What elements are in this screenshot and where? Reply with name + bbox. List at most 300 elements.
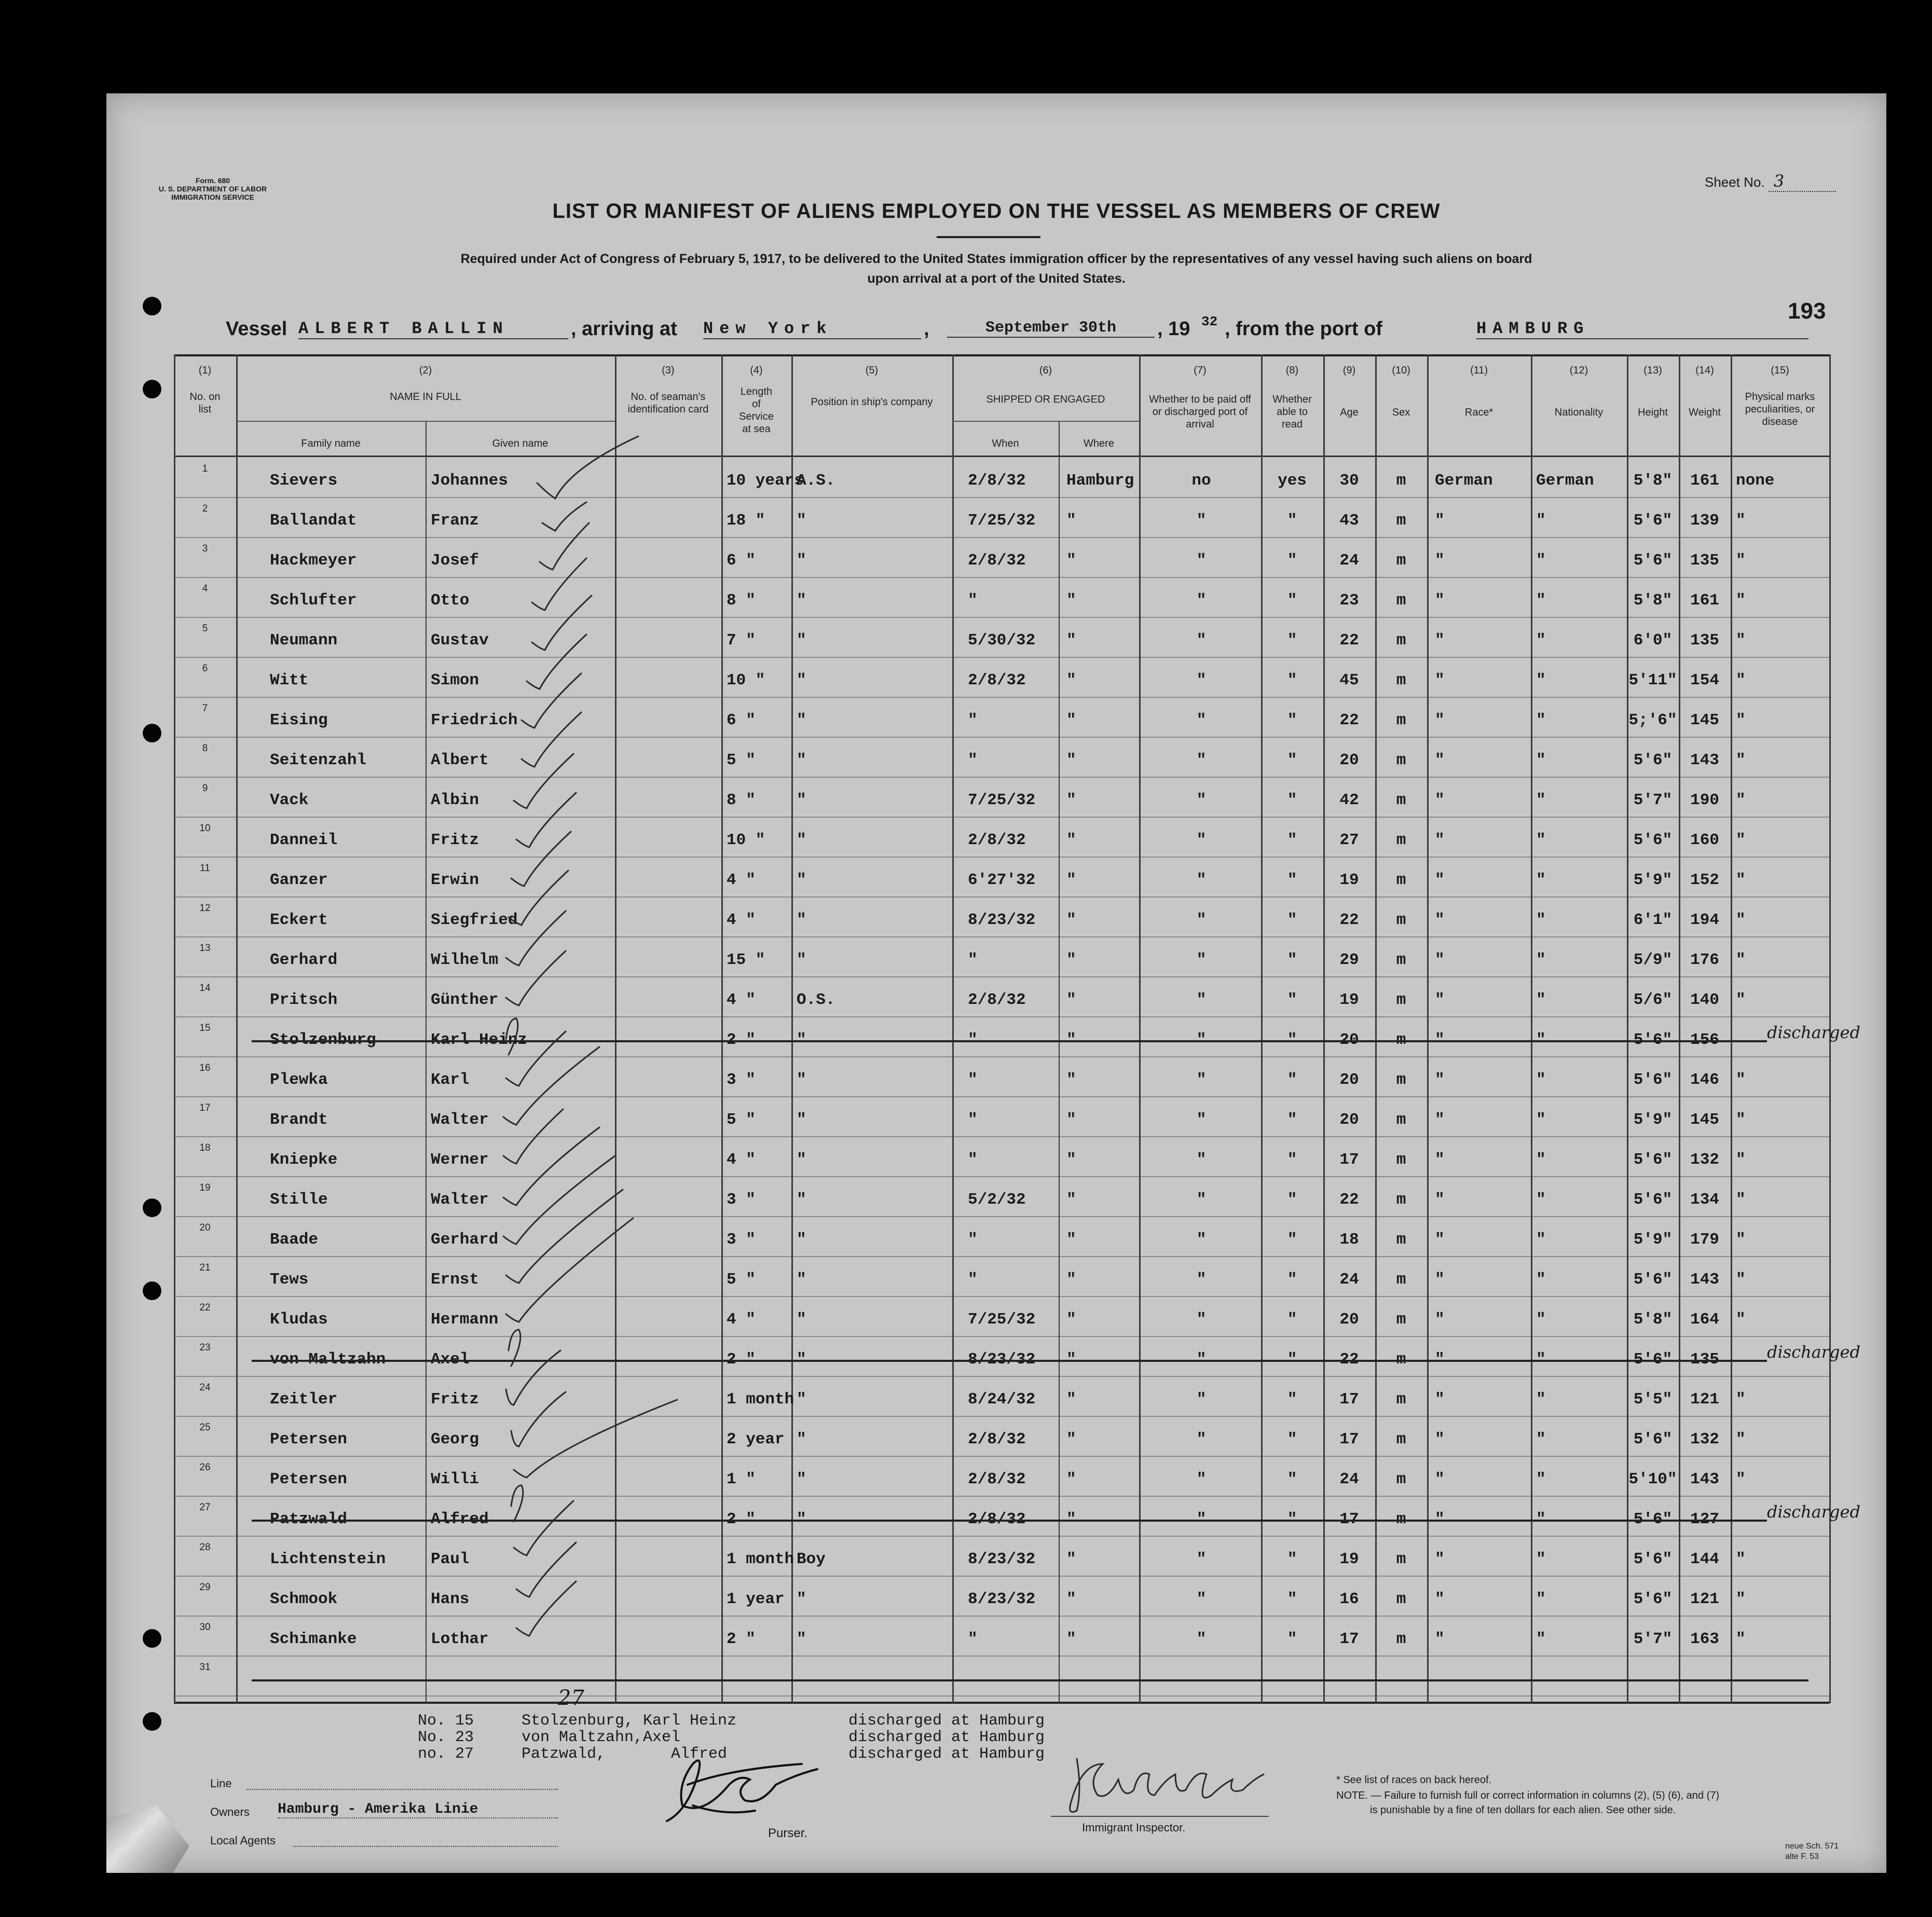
- cell-sex: m: [1396, 871, 1406, 889]
- cell-height: 5'6": [1633, 1550, 1673, 1568]
- punch-hole: [143, 380, 161, 398]
- col-num-11: (11): [1470, 365, 1488, 376]
- discharge-note-name: Patzwald, Alfred: [522, 1745, 728, 1763]
- cell-given: Friedrich: [431, 711, 518, 729]
- cell-paid: ": [1196, 1430, 1207, 1449]
- sheet-number-value: 3: [1769, 171, 1836, 192]
- cell-read: ": [1287, 711, 1297, 729]
- cell-sex: m: [1396, 512, 1406, 530]
- cell-given: Hermann: [431, 1311, 499, 1329]
- subtitle-line-1: Required under Act of Congress of February 5, 1917, to be delivered to the United States immigration officer by the representatives of any vessel having such aliens on board: [460, 252, 1532, 266]
- cell-where: ": [1066, 591, 1076, 610]
- cell-paid: no: [1191, 472, 1211, 490]
- vessel-label: Vessel: [226, 318, 287, 340]
- col-num-8: (8): [1285, 365, 1299, 376]
- header-seaman-id: No. of seaman's identification card: [627, 391, 709, 415]
- cell-sex: m: [1396, 831, 1406, 849]
- row-number: 24: [199, 1382, 211, 1393]
- discharge-note-status: discharged at Hamburg: [848, 1729, 1045, 1746]
- cell-height: 5'8": [1633, 591, 1673, 610]
- cell-nat: ": [1536, 671, 1546, 689]
- cell-age: 17: [1339, 1630, 1359, 1648]
- header-height: Height: [1638, 407, 1668, 418]
- cell-nat: ": [1536, 1311, 1546, 1329]
- cell-weight: 164: [1690, 1311, 1719, 1329]
- header-weight: Weight: [1689, 407, 1721, 418]
- cell-height: 5;'6": [1628, 711, 1677, 729]
- cell-race: ": [1435, 631, 1445, 650]
- cell-position: Boy: [797, 1550, 826, 1568]
- cell-paid: ": [1196, 1390, 1207, 1409]
- cell-age: 24: [1339, 551, 1359, 570]
- cell-family: Kniepke: [270, 1151, 338, 1169]
- row-number: 27: [199, 1502, 211, 1513]
- cell-family: Baade: [270, 1231, 319, 1249]
- cell-where: ": [1066, 671, 1076, 689]
- cell-family: Neumann: [270, 631, 338, 650]
- row-number: 26: [199, 1462, 211, 1473]
- cell-read: ": [1287, 831, 1297, 849]
- cell-age: 29: [1339, 951, 1359, 969]
- cell-family: Kludas: [270, 1311, 328, 1329]
- cell-weight: 179: [1690, 1231, 1719, 1249]
- cell-marks: ": [1736, 1390, 1746, 1409]
- col-num-12: (12): [1569, 365, 1588, 376]
- col-num-15: (15): [1771, 365, 1789, 376]
- cell-age: 17: [1339, 1430, 1359, 1449]
- cell-read: ": [1287, 911, 1297, 929]
- cell-sex: m: [1396, 751, 1406, 769]
- cell-weight: 160: [1690, 831, 1719, 849]
- col-num-3: (3): [662, 365, 675, 376]
- inspector-line: [1051, 1816, 1269, 1817]
- header-position: Position in ship's company: [811, 396, 933, 408]
- cell-race: ": [1435, 1470, 1445, 1488]
- cell-height: 5'8": [1633, 1311, 1673, 1329]
- cell-weight: 140: [1690, 991, 1719, 1009]
- col-num-9: (9): [1342, 365, 1356, 376]
- cell-paid: ": [1196, 1071, 1207, 1089]
- cell-paid: ": [1196, 512, 1207, 530]
- cell-nat: ": [1536, 951, 1546, 969]
- cell-position: ": [797, 1111, 806, 1129]
- cell-read: ": [1287, 1271, 1297, 1289]
- cell-race: ": [1435, 1071, 1445, 1089]
- cell-given: Erwin: [431, 871, 479, 889]
- cell-height: 5'6": [1633, 1430, 1673, 1449]
- race-note: * See list of races on back hereof.: [1336, 1774, 1492, 1786]
- cell-where: ": [1066, 512, 1076, 530]
- cell-where: ": [1066, 1071, 1076, 1089]
- cell-height: 5'11": [1628, 671, 1677, 689]
- cell-where: ": [1066, 791, 1076, 809]
- header-sex: Sex: [1392, 407, 1410, 418]
- cell-weight: 161: [1690, 472, 1719, 490]
- cell-where: ": [1066, 1470, 1076, 1488]
- row-number: 28: [199, 1542, 211, 1553]
- cell-height: 5'6": [1633, 1151, 1673, 1169]
- cell-position: ": [797, 791, 806, 809]
- cell-sex: m: [1396, 911, 1406, 929]
- form-service: IMMIGRATION SERVICE: [171, 193, 254, 201]
- cell-weight: 121: [1690, 1390, 1719, 1409]
- row-number: 18: [199, 1142, 211, 1153]
- cell-position: ": [797, 512, 806, 530]
- cell-when: 5/30/32: [968, 631, 1036, 650]
- cell-when: 7/25/32: [968, 791, 1036, 809]
- cell-position: A.S.: [797, 472, 835, 490]
- crew-table: [174, 354, 1860, 1703]
- cell-service: 5 ": [727, 1271, 756, 1289]
- cell-where: ": [1066, 1231, 1076, 1249]
- local-agents-label: Local Agents: [210, 1834, 276, 1847]
- cell-sex: m: [1396, 1071, 1406, 1089]
- cell-family: Plewka: [270, 1071, 328, 1089]
- row-number: 5: [202, 623, 208, 634]
- cell-marks: ": [1736, 911, 1746, 929]
- cell-nat: ": [1536, 1390, 1546, 1409]
- local-agents-field: [293, 1846, 558, 1847]
- cell-given: Willi: [431, 1470, 479, 1488]
- cell-when: 8/23/32: [968, 1590, 1036, 1608]
- cell-where: ": [1066, 991, 1076, 1009]
- cell-given: Walter: [431, 1191, 489, 1209]
- cell-weight: 143: [1690, 1470, 1719, 1488]
- cell-race: ": [1435, 671, 1445, 689]
- cell-sex: m: [1396, 1470, 1406, 1488]
- cell-service: 4 ": [727, 871, 756, 889]
- cell-service: 15 ": [727, 951, 765, 969]
- cell-given: Josef: [431, 551, 479, 570]
- col-num-10: (10): [1392, 365, 1410, 376]
- cell-service: 1 ": [727, 1470, 756, 1488]
- cell-sex: m: [1396, 472, 1406, 490]
- cell-given: Günther: [431, 991, 499, 1009]
- cell-nat: ": [1536, 631, 1546, 650]
- header-able-to-read: Whether able to read: [1272, 394, 1312, 430]
- cell-given: Albin: [431, 791, 479, 809]
- cell-service: 1 month: [727, 1550, 794, 1568]
- cell-height: 5'9": [1633, 1231, 1673, 1249]
- row-number: 15: [199, 1023, 211, 1033]
- cell-age: 18: [1339, 1231, 1359, 1249]
- cell-race: ": [1435, 1151, 1445, 1169]
- cell-marks: ": [1736, 1111, 1746, 1129]
- cell-position: ": [797, 1630, 806, 1648]
- cell-service: 8 ": [727, 791, 756, 809]
- cell-nat: ": [1536, 1111, 1546, 1129]
- discharge-note-no: no. 27: [418, 1745, 474, 1763]
- arrival-date: September 30th: [947, 319, 1155, 338]
- cell-when: 7/25/32: [968, 512, 1036, 530]
- cell-when: ": [968, 1231, 978, 1249]
- cell-service: 3 ": [727, 1071, 756, 1089]
- cell-sex: m: [1396, 951, 1406, 969]
- cell-where: ": [1066, 751, 1076, 769]
- cell-age: 43: [1339, 512, 1359, 530]
- cell-paid: ": [1196, 1590, 1207, 1608]
- cell-weight: 132: [1690, 1430, 1719, 1449]
- cell-marks: ": [1736, 1430, 1746, 1449]
- cell-marks: discharged: [1767, 1502, 1860, 1522]
- cell-race: ": [1435, 991, 1445, 1009]
- cell-race: ": [1435, 711, 1445, 729]
- cell-when: 8/24/32: [968, 1390, 1036, 1409]
- cell-age: 17: [1339, 1390, 1359, 1409]
- form-department: U. S. DEPARTMENT OF LABOR: [158, 185, 267, 193]
- discharge-note-name: von Maltzahn,Axel: [522, 1729, 681, 1746]
- cell-height: 5'6": [1633, 1271, 1673, 1289]
- cell-race: ": [1435, 1430, 1445, 1449]
- cell-read: ": [1287, 591, 1297, 610]
- cell-position: ": [797, 911, 806, 929]
- row-number: 17: [199, 1102, 211, 1113]
- cell-marks: ": [1736, 1630, 1746, 1648]
- cell-height: 5'6": [1633, 751, 1673, 769]
- inspector-signature: [1061, 1743, 1279, 1821]
- cell-where: ": [1066, 911, 1076, 929]
- cell-position: ": [797, 711, 806, 729]
- row-number: 6: [202, 663, 208, 674]
- row-number: 2: [202, 503, 208, 514]
- cell-position: ": [797, 1151, 806, 1169]
- form-number: Form. 680: [195, 176, 230, 185]
- cell-read: ": [1287, 1311, 1297, 1329]
- cell-sex: m: [1396, 591, 1406, 610]
- cell-service: 18 ": [727, 512, 765, 530]
- header-shipped-or-engaged: SHIPPED OR ENGAGED: [986, 394, 1105, 405]
- cell-read: ": [1287, 1430, 1297, 1449]
- cell-family: Zeitler: [270, 1390, 338, 1409]
- cell-where: ": [1066, 871, 1076, 889]
- cell-marks: ": [1736, 751, 1746, 769]
- owners-value: Hamburg - Amerika Linie: [278, 1801, 558, 1818]
- sheet-number-block: [1705, 171, 1836, 192]
- cell-when: 5/2/32: [968, 1191, 1026, 1209]
- cell-paid: ": [1196, 1191, 1207, 1209]
- cell-age: 19: [1339, 1550, 1359, 1568]
- row-number: 9: [202, 783, 208, 794]
- cell-read: ": [1287, 671, 1297, 689]
- cell-read: ": [1287, 1630, 1297, 1648]
- cell-height: 5'10": [1628, 1470, 1677, 1488]
- cell-marks: ": [1736, 1470, 1746, 1488]
- inspector-label: Immigrant Inspector.: [1082, 1821, 1186, 1834]
- cell-paid: ": [1196, 991, 1207, 1009]
- cell-service: 5 ": [727, 1111, 756, 1129]
- cell-race: ": [1435, 951, 1445, 969]
- cell-given: Fritz: [431, 1390, 479, 1409]
- cell-read: ": [1287, 551, 1297, 570]
- cell-where: ": [1066, 831, 1076, 849]
- cell-position: ": [797, 1390, 806, 1409]
- row-number: 31: [199, 1662, 211, 1673]
- cell-read: ": [1287, 1191, 1297, 1209]
- row-number: 21: [199, 1262, 211, 1273]
- discharge-note-status: discharged at Hamburg: [848, 1712, 1045, 1730]
- cell-where: ": [1066, 1271, 1076, 1289]
- cell-marks: ": [1736, 512, 1746, 530]
- header-name-in-full: NAME IN FULL: [390, 391, 461, 403]
- cell-nat: ": [1536, 751, 1546, 769]
- cell-weight: 135: [1690, 551, 1719, 570]
- row-number: 14: [199, 983, 211, 994]
- cell-marks: ": [1736, 1151, 1746, 1169]
- cell-sex: m: [1396, 1311, 1406, 1329]
- cell-weight: 132: [1690, 1151, 1719, 1169]
- cell-when: 7/25/32: [968, 1311, 1036, 1329]
- cell-where: ": [1066, 631, 1076, 650]
- discharge-note-name: Stolzenburg, Karl Heinz: [522, 1712, 737, 1730]
- cell-marks: ": [1736, 871, 1746, 889]
- cell-service: 8 ": [727, 591, 756, 610]
- cell-age: 24: [1339, 1271, 1359, 1289]
- cell-read: ": [1287, 1550, 1297, 1568]
- cell-where: ": [1066, 1151, 1076, 1169]
- cell-given: Albert: [431, 751, 489, 769]
- cell-read: ": [1287, 1151, 1297, 1169]
- cell-given: Ernst: [431, 1271, 479, 1289]
- row-number: 19: [199, 1182, 211, 1193]
- cell-paid: ": [1196, 1550, 1207, 1568]
- cell-when: 2/8/32: [968, 551, 1026, 570]
- cell-where: Hamburg: [1066, 472, 1134, 490]
- discharge-note-no: No. 23: [418, 1729, 474, 1746]
- cell-position: ": [797, 631, 806, 650]
- cell-given: Fritz: [431, 831, 479, 849]
- from-port-label: , from the port of: [1225, 318, 1382, 340]
- cell-weight: 139: [1690, 512, 1719, 530]
- cell-when: ": [968, 1151, 978, 1169]
- cell-position: ": [797, 831, 806, 849]
- cell-height: 5'7": [1633, 791, 1673, 809]
- cell-sex: m: [1396, 1271, 1406, 1289]
- cell-when: 6'27'32: [968, 871, 1036, 889]
- cell-where: ": [1066, 1430, 1076, 1449]
- page-number: 193: [1788, 298, 1826, 324]
- cell-paid: ": [1196, 791, 1207, 809]
- header-physical-marks: Physical marks peculiarities, or disease: [1745, 391, 1815, 427]
- cell-when: 2/8/32: [968, 472, 1026, 490]
- purser-label: Purser.: [768, 1826, 808, 1840]
- cell-when: 8/23/32: [968, 911, 1036, 929]
- cell-position: ": [797, 1191, 806, 1209]
- cell-when: ": [968, 1071, 978, 1089]
- punch-hole: [143, 724, 161, 742]
- cell-sex: m: [1396, 1430, 1406, 1449]
- col-num-5: (5): [865, 365, 879, 376]
- cell-weight: 121: [1690, 1590, 1719, 1608]
- cell-read: ": [1287, 1071, 1297, 1089]
- subtitle-line-2: upon arrival at a port of the United States.: [867, 271, 1126, 286]
- cell-marks: ": [1736, 991, 1746, 1009]
- cell-nat: ": [1536, 1470, 1546, 1488]
- cell-service: 10 ": [727, 831, 765, 849]
- cell-family: Brandt: [270, 1111, 328, 1129]
- cell-when: ": [968, 751, 978, 769]
- cell-read: ": [1287, 1470, 1297, 1488]
- cell-sex: m: [1396, 1630, 1406, 1648]
- cell-race: ": [1435, 1311, 1445, 1329]
- cell-read: ": [1287, 1231, 1297, 1249]
- cell-position: ": [797, 671, 806, 689]
- cell-when: ": [968, 711, 978, 729]
- cell-where: ": [1066, 711, 1076, 729]
- cell-marks: ": [1736, 1550, 1746, 1568]
- cell-where: ": [1066, 1390, 1076, 1409]
- cell-race: ": [1435, 1550, 1445, 1568]
- cell-height: 6'0": [1633, 631, 1673, 650]
- cell-weight: 152: [1690, 871, 1719, 889]
- cell-given: Siegfried: [431, 911, 518, 929]
- arrival-port: New York: [703, 319, 921, 339]
- arriving-label: , arriving at: [571, 318, 677, 340]
- cell-family: Sievers: [270, 472, 338, 490]
- header-where: Where: [1084, 438, 1114, 449]
- cell-service: 2 year: [727, 1430, 785, 1449]
- cell-given: Walter: [431, 1111, 489, 1129]
- col-num-7: (7): [1194, 365, 1207, 376]
- cell-paid: ": [1196, 1271, 1207, 1289]
- arrival-year: 32: [1201, 314, 1218, 329]
- cell-paid: ": [1196, 671, 1207, 689]
- cell-given: Otto: [431, 591, 470, 610]
- title-rule: [937, 236, 1040, 238]
- cell-family: Schmook: [270, 1590, 338, 1608]
- cell-read: ": [1287, 1111, 1297, 1129]
- row-number: 12: [199, 903, 211, 914]
- cell-when: ": [968, 951, 978, 969]
- cell-where: ": [1066, 951, 1076, 969]
- cell-family: Gerhard: [270, 951, 338, 969]
- cell-nat: ": [1536, 911, 1546, 929]
- cell-when: ": [968, 1630, 978, 1648]
- cell-paid: ": [1196, 591, 1207, 610]
- cell-race: ": [1435, 1231, 1445, 1249]
- header-paid-off: Whether to be paid off or discharged port of arrival: [1149, 394, 1251, 430]
- cell-given: Gerhard: [431, 1231, 499, 1249]
- cell-when: ": [968, 1271, 978, 1289]
- cell-when: ": [968, 1111, 978, 1129]
- cell-age: 45: [1339, 671, 1359, 689]
- cell-race: German: [1435, 472, 1493, 490]
- cell-nat: ": [1536, 1231, 1546, 1249]
- cell-sex: m: [1396, 711, 1406, 729]
- cell-read: ": [1287, 991, 1297, 1009]
- cell-race: ": [1435, 1390, 1445, 1409]
- cell-service: 4 ": [727, 911, 756, 929]
- cell-marks: ": [1736, 1271, 1746, 1289]
- cell-age: 22: [1339, 1191, 1359, 1209]
- cell-given: Werner: [431, 1151, 489, 1169]
- line-label: Line: [210, 1777, 232, 1790]
- cell-given: Paul: [431, 1550, 470, 1568]
- cell-service: 7 ": [727, 631, 756, 650]
- cell-weight: 145: [1690, 711, 1719, 729]
- cell-marks: ": [1736, 551, 1746, 570]
- cell-family: Petersen: [270, 1430, 347, 1449]
- cell-height: 5'6": [1633, 512, 1673, 530]
- cell-read: ": [1287, 871, 1297, 889]
- cell-weight: 161: [1690, 591, 1719, 610]
- row-number: 11: [200, 863, 210, 874]
- tally-checkmarks: [174, 354, 1829, 1703]
- cell-service: 1 month: [727, 1390, 794, 1409]
- col-num-2: (2): [419, 365, 432, 376]
- cell-height: 5'9": [1633, 1111, 1673, 1129]
- vessel-line: [226, 314, 1834, 345]
- cell-service: 1 year: [727, 1590, 785, 1608]
